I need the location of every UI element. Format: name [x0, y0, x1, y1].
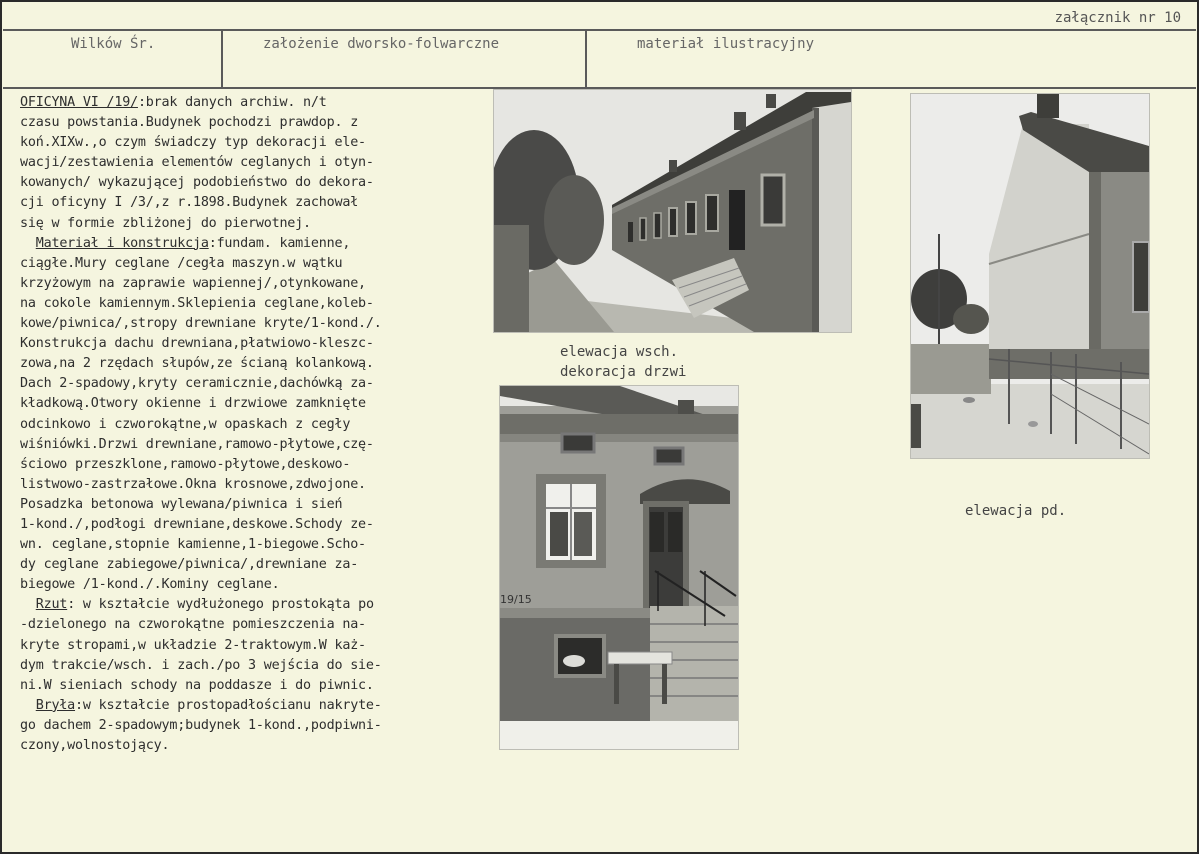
photo-south-elevation-image [911, 94, 1149, 458]
photo-door-decoration-image [500, 386, 738, 749]
plan-heading: Rzut [35, 597, 68, 613]
text-line: wn. ceglane,stopnie kamienne,1-biegowe.Scho- [20, 537, 366, 553]
header-locality: Wilków Śr. [71, 36, 156, 52]
text-line: odcinkowo i czworokątne,w opaskach z cegły [20, 416, 351, 432]
header-locality-cell [3, 31, 223, 87]
text-line: Dach 2-spadowy,kryty ceramicznie,dachówką za- [20, 376, 374, 392]
caption-south-elevation: elewacja pd. [965, 503, 1067, 519]
photo-east-elevation [493, 89, 852, 333]
photo-number: 19/15 [500, 593, 532, 606]
text-line: :w kształcie prostopadłościanu nakryte- [75, 697, 382, 713]
text-line: dy ceglane zabiegowe/piwnica/,drewniane za- [20, 557, 359, 573]
text-line: kryte stropami,w układzie 2-traktowym.W każ- [20, 637, 366, 653]
text-line: kowe/piwnica/,stropy drewniane kryte/1-kond./. [20, 316, 382, 332]
text-line: czony,wolnostojący. [20, 738, 170, 753]
text-line: ciągłe.Mury ceglane /cegła maszyn.w wątku [20, 255, 343, 271]
text-line: kowanych/ wykazującej podobieństwo do dekora- [20, 175, 374, 191]
text-line: wiśniówki.Drzwi drewniane,ramowo-płytowe,czę- [20, 436, 374, 452]
text-line: na cokole kamiennym.Sklepienia ceglane,koleb- [20, 295, 374, 311]
title-heading: OFICYNA VI /19/ [20, 95, 138, 110]
text-line: ni.W sieniach schody na poddasze i do piwnic. [20, 677, 374, 693]
description-text [20, 93, 492, 756]
text-line: ściowo przeszklone,ramowo-płytowe,deskowo- [20, 456, 351, 472]
text-line: czasu powstania.Budynek pochodzi prawdop. z [20, 115, 359, 131]
text-line: listwowo-zastrzałowe.Okna krosnowe,zdwojone. [20, 476, 366, 492]
text-line: biegowe /1-kond./.Kominy ceglane. [20, 577, 280, 593]
header-complex: założenie dworsko-folwarczne [263, 36, 500, 52]
text-line: Konstrukcja dachu drewniana,płatwiowo-kleszc- [20, 336, 374, 352]
caption-east-elevation: elewacja wsch. [560, 344, 679, 360]
text-line: go dachem 2-spadowym;budynek 1-kond.,podpiwni- [20, 717, 382, 733]
text-line: :brak danych archiw. n/t [137, 95, 327, 110]
header-complex-cell [223, 31, 587, 87]
text-line: wacji/zestawienia elementów ceglanych i otyn- [20, 155, 374, 171]
header-row [3, 29, 1196, 89]
text-line: : w kształcie wydłużonego prostokąta po [67, 597, 374, 613]
text-line: 1-kond./,podłogi drewniane,deskowe.Schody ze- [20, 516, 374, 532]
photo-east-elevation-image [494, 90, 851, 332]
text-line: dym trakcie/wsch. i zach./po 3 wejścia do sie- [20, 657, 382, 673]
photo-south-elevation [910, 93, 1150, 459]
text-line: cji oficyny I /3/,z r.1898.Budynek zachował [20, 195, 359, 211]
text-line: koń.XIXw.,o czym świadczy typ dekoracji ele- [20, 135, 366, 151]
text-line: :fundam. kamienne, [208, 235, 351, 251]
materials-heading: Materiał i konstrukcja [35, 235, 209, 251]
caption-door-decoration: dekoracja drzwi [560, 364, 687, 380]
attachment-label: załącznik nr 10 [1054, 10, 1181, 26]
text-line: kładkową.Otwory okienne i drzwiowe zamknięte [20, 396, 366, 412]
text-line: zowa,na 2 rzędach słupów,ze ścianą kolankową. [20, 356, 374, 372]
header-section: materiał ilustracyjny [637, 36, 815, 52]
text-line: Posadzka betonowa wylewana/piwnica i sień [20, 496, 343, 512]
header-section-cell [587, 31, 1196, 87]
text-line: krzyżowym na zaprawie wapiennej/,otynkowane, [20, 275, 366, 291]
text-line: się w formie zbliżonej do pierwotnej. [20, 215, 311, 231]
massing-heading: Bryła [35, 697, 76, 713]
photo-door-decoration [499, 385, 739, 750]
text-line: -dzielonego na czworokątne pomieszczenia na- [20, 617, 366, 633]
